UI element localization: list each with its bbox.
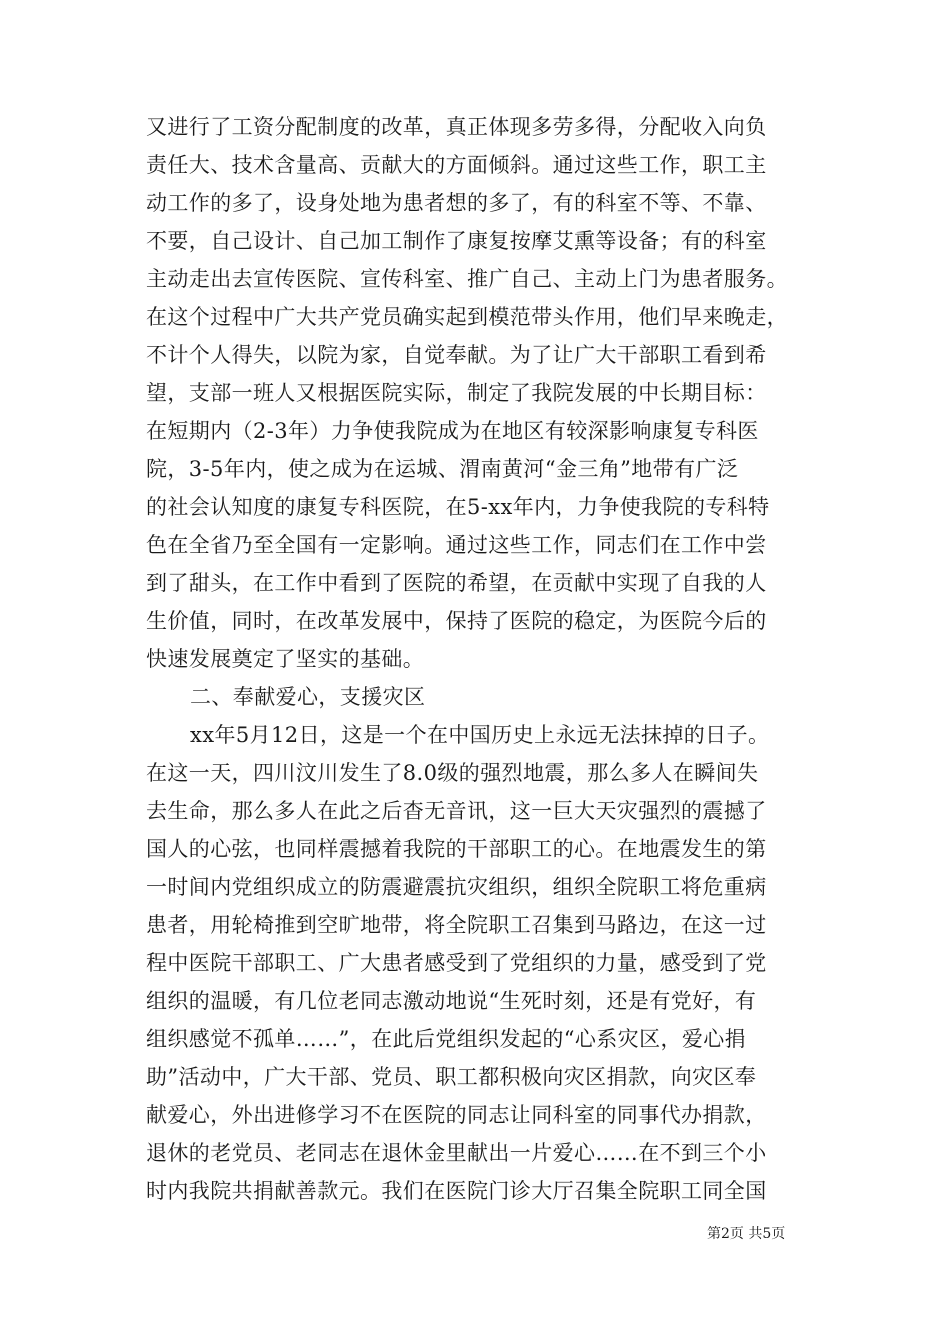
body-text-line: 国人的心弦，也同样震撼着我院的干部职工的心。在地震发生的第	[146, 837, 767, 861]
body-text-line: 不计个人得失，以院为家，自觉奉献。为了让广大干部职工看到希	[146, 343, 767, 367]
body-text-line: 的社会认知度的康复专科医院，在5-xx年内，力争使我院的专科特	[146, 495, 770, 519]
body-text-line: 院，3-5年内，使之成为在运城、渭南黄河“金三角”地带有广泛	[146, 457, 739, 481]
body-text-line: 生价值，同时，在改革发展中，保持了医院的稳定，为医院今后的	[146, 609, 767, 633]
body-text-line: 在这个过程中广大共产党员确实起到模范带头作用，他们早来晚走，	[146, 305, 788, 329]
body-text-line: 在这一天，四川汶川发生了8.0级的强烈地震，那么多人在瞬间失	[146, 761, 759, 785]
section-heading: 二、奉献爱心，支援灾区	[190, 685, 426, 709]
body-text-line: 组织感觉不孤单……”，在此后党组织发起的“心系灾区，爱心捐	[146, 1027, 747, 1051]
body-text-line: 主动走出去宣传医院、宣传科室、推广自己、主动上门为患者服务。	[146, 267, 788, 291]
body-text-line: 望，支部一班人又根据医院实际，制定了我院发展的中长期目标：	[146, 381, 767, 405]
body-text-line: 一时间内党组织成立的防震避震抗灾组织，组织全院职工将危重病	[146, 875, 767, 899]
body-text-line: 患者，用轮椅推到空旷地带，将全院职工召集到马路边，在这一过	[146, 913, 767, 937]
body-text-line: 助”活动中，广大干部、党员、职工都积极向灾区捐款，向灾区奉	[146, 1065, 757, 1089]
body-text-line: 时内我院共捐献善款元。我们在医院门诊大厅召集全院职工同全国	[146, 1179, 767, 1203]
body-text-line: 组织的温暖，有几位老同志激动地说“生死时刻，还是有党好，有	[146, 989, 757, 1013]
body-text-line: 不要，自己设计、自己加工制作了康复按摩艾熏等设备；有的科室	[146, 229, 767, 253]
body-text-line: xx年5月12日，这是一个在中国历史上永远无法抹掉的日子。	[190, 723, 770, 747]
body-text-line: 又进行了工资分配制度的改革，真正体现多劳多得，分配收入向负	[146, 115, 767, 139]
body-text-line: 色在全省乃至全国有一定影响。通过这些工作，同志们在工作中尝	[146, 533, 767, 557]
body-text-line: 去生命，那么多人在此之后杳无音讯，这一巨大天灾强烈的震撼了	[146, 799, 767, 823]
body-text-line: 快速发展奠定了坚实的基础。	[146, 647, 425, 671]
page-number-footer: 第2页 共5页	[707, 1226, 786, 1242]
body-text-line: 退休的老党员、老同志在退休金里献出一片爱心……在不到三个小	[146, 1141, 767, 1165]
body-text-line: 责任大、技术含量高、贡献大的方面倾斜。通过这些工作，职工主	[146, 153, 767, 177]
body-text-line: 程中医院干部职工、广大患者感受到了党组织的力量，感受到了党	[146, 951, 767, 975]
body-text-line: 到了甜头，在工作中看到了医院的希望，在贡献中实现了自我的人	[146, 571, 767, 595]
body-text-line: 在短期内（2-3年）力争使我院成为在地区有较深影响康复专科医	[146, 419, 759, 443]
body-text-line: 献爱心，外出进修学习不在医院的同志让同科室的同事代办捐款，	[146, 1103, 767, 1127]
body-text-line: 动工作的多了，设身处地为患者想的多了，有的科室不等、不靠、	[146, 191, 767, 215]
